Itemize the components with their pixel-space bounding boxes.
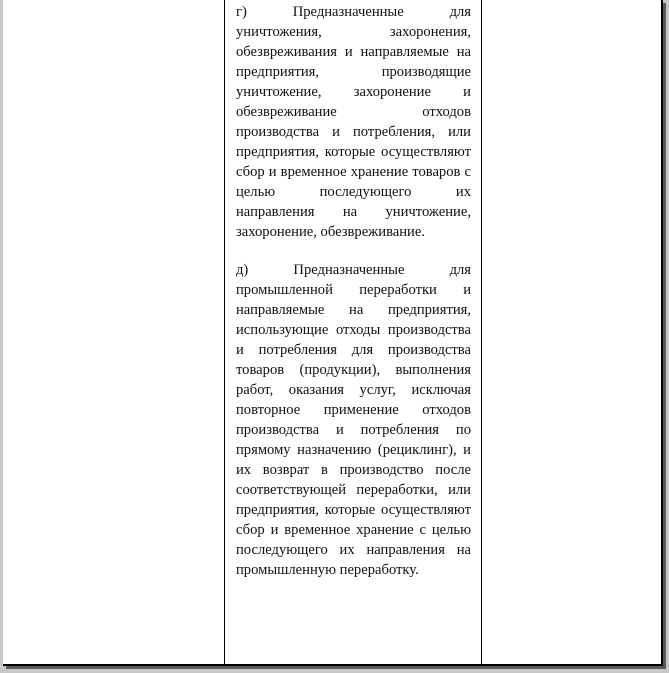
table-cell — [236, 2, 471, 580]
paragraph-d: д) Предназначенные для промышленной переработки и направляемые на предприятия, использующие отходы производства и потребления для производства товаров (продукции), выполнения работ, оказания услуг, исключая повторное применение отходов производства и потребления по прямому назначению (рециклинг), и их возврат в производство после соответствующей переработки, или предприятия, которые осуществляют сбор и временное хранение с целью последующего их направления на промышленную переработку. — [236, 262, 471, 578]
document-page — [3, 0, 663, 666]
table-column-border-left — [224, 0, 225, 664]
paragraph-g: г) Предназначенные для уничтожения, захоронения, обезвреживания и направляемые на предприятия, производящие уничтожение, захоронение и обезвреживание отходов производства и потребления, или предприятия, которые осуществляют сбор и временное хранение товаров с целью последующего их направления на уничтожение, захоронение, обезвреживание. — [236, 4, 471, 240]
table-column-border-right — [481, 0, 482, 664]
